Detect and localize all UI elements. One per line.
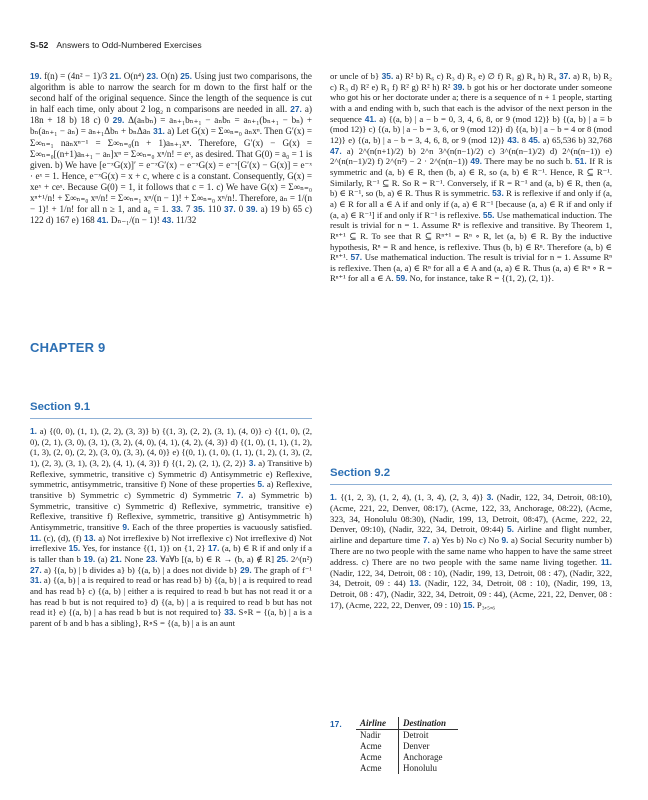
section-9-1-answers	[30, 426, 312, 628]
table-cell: Acme	[356, 763, 399, 774]
answer-paragraph-right: or uncle of b} 35. a) R² b) R₆ c) R₃ d) R₃ e) ∅ f) R₁ g) R₄ h) R₄ 37. a) R₁ b) R₂ c) R₃ d) R² e) R₃ f) R² g) R² h) R² 39. b got his or her doctorate under someone who got his or her doctorate under a; there is a sequence of n + 1 people, starting with a and ending with b, such that each is the advisor of the next person in the sequence 41. a) {(a, b) | a − b = 0, 3, 4, 6, 8, or 9 (mod 12)} b) {(a, b) | a ≡ b (mod 12)} c) {(a, b) | a − b = 3, 6, or 9 (mod 12)} d) {(a, b) | a − b = 4 or 8 (mod 12)} e) {(a, b) | a − b = 3, 4, 6, 8, or 9 (mod 12)} 43. 8 45. a) 65,536 b) 32,768 47. a) 2^(n(n+1)/2) b) 2^n 3^(n(n−1)/2) c) 3^(n(n−1)/2) d) 2^(n(n−1)) e) 2^(n(n−1)/2) f) 2^(n²) − 2 · 2^(n(n−1)) 49. There may be no such b. 51. If R is symmetric and (a, b) ∈ R, then (b, a) ∈ R, so (a, b) ∈ R⁻¹. Hence, R ⊆ R⁻¹. Similarly, R⁻¹ ⊆ R. So R = R⁻¹. Conversely, if R = R⁻¹ and (a, b) ∈ R, then (a, b) ∈ R⁻¹, so (b, a) ∈ R. Thus R is symmetric. 53. R is reflexive if and only if (a, a) ∈ R for all a ∈ A if and only if (a, a) ∈ R⁻¹ [because (a, a) ∈ R if and only if (a, a) ∈ R⁻¹] if and only if R⁻¹ is reflexive. 55. Use mathematical induction. The result is trivial for n = 1. Assume Rⁿ is reflexive and transitive. By Theorem 1, Rⁿ⁺¹ ⊆ R. To see that R ⊆ Rⁿ⁺¹ = Rⁿ ∘ R, let (a, b) ∈ R. By the inductive hypothesis, Rⁿ = R and hence, is reflexive. Thus (b, b) ∈ Rⁿ. Therefore (a, b) ∈ Rⁿ⁺¹. 57. Use mathematical induction. The result is trivial for n = 1. Assume Rⁿ is reflexive. Then (a, a) ∈ Rⁿ for all a ∈ A and (a, a) ∈ R. Thus (a, a) ∈ Rⁿ ∘ R = Rⁿ⁺¹ for all a ∈ A. 59. No, for instance, take R = {(1, 2), (2, 1)}.	[330, 71, 613, 284]
table-cell: Nadir	[356, 730, 399, 742]
chapter-heading: CHAPTER 9	[30, 340, 106, 355]
left-column	[30, 71, 312, 226]
section-9-2-heading: Section 9.2	[330, 467, 391, 479]
table-cell: Acme	[356, 752, 399, 763]
table-cell: Denver	[403, 741, 430, 751]
table-cell: Anchorage	[403, 752, 443, 762]
section-9-2-rule	[330, 484, 612, 485]
table-cell: Acme	[356, 741, 399, 752]
table-row	[356, 752, 458, 763]
page-number: S-52	[30, 40, 49, 50]
answer-paragraph-9-2: 1. {(1, 2, 3), (1, 2, 4), (1, 3, 4), (2, 3, 4)} 3. (Nadir, 122, 34, Detroit, 08:10), (Acme, 221, 22, Denver, 08:17), (Acme, 122, 33, Anchorage, 08:22), (Acme, 323, 34, Honolulu 08:30), (Nadir, 199, 13, Detroit, 08:47), (Acme, 222, 22, Denver, 09:10), (Nadir, 322, 34, Detroit, 09:44) 5. Airline and flight number, airline and departure time 7. a) Yes b) No c) No 9. a) Social Security number b) There are no two people with the same name who happen to have the same street address. c) There are no two people with the same name living together. 11. (Nadir, 122, 34, Detroit, 08 : 10), (Nadir, 199, 13, Detroit, 08 : 47), (Nadir, 322, 34, Detroit, 09 : 44) 13. (Nadir, 122, 34, Detroit, 08 : 10), (Nadir, 199, 13, Detroit, 08 : 47), (Nadir, 322, 34, Detroit, 09 : 44), (Acme, 221, 22, Denver, 08 : 17), (Acme, 222, 22, Denver, 09 : 10) 15. P₃,₅,₆	[330, 492, 613, 610]
answer-paragraph-ch8: 19. f(n) = (4n² − 1)/3 21. O(n⁴) 23. O(n) 25. Using just two comparisons, the algorithm is able to narrow the search for m down to the first half or the second half of the original sequence. Since the length of the sequence is cut in half each time, only about 2 log₂ n comparisons are needed in all. 27. a) 18n + 18 b) 18 c) 0 29. Δ(aₙbₙ) = aₙ₊₁bₙ₊₁ − aₙbₙ = aₙ₊₁(bₙ₊₁ − bₙ) + bₙ(aₙ₊₁ − aₙ) = aₙ₊₁Δbₙ + bₙΔaₙ 31. a) Let G(x) = Σ∞ₙ₌₀ aₙxⁿ. Then G′(x) = Σ∞ₙ₌₁ naₙxⁿ⁻¹ = Σ∞ₙ₌₀(n + 1)aₙ₊₁xⁿ. Therefore, G′(x) − G(x) = Σ∞ₙ₌₀[(n+1)aₙ₊₁ − aₙ]xⁿ = Σ∞ₙ₌₀ xⁿ/n! = eˣ, as desired. That G(0) = a₀ = 1 is given. b) We have [e⁻ˣG(x)]′ = e⁻ˣG′(x) − e⁻ˣG(x) = e⁻ˣ[G′(x) − G(x)] = e⁻ˣ · eˣ = 1. Hence, e⁻ˣG(x) = x + c, where c is a constant. Consequently, G(x) = xeˣ + ceˣ. Because G(0) = 1, it follows that c = 1. c) We have G(x) = Σ∞ₙ₌₀ xⁿ⁺¹/n! + Σ∞ₙ₌₀ xⁿ/n! = Σ∞ₙ₌₁ xⁿ/(n − 1)! + Σ∞ₙ₌₀ xⁿ/n!. Therefore, aₙ = 1/(n − 1)! + 1/n! for all n ≥ 1, and a₀ = 1. 33. 7 35. 110 37. 0 39. a) 19 b) 65 c) 122 d) 167 e) 168 41. Dₙ₋₁/(n − 1)! 43. 11/32	[30, 71, 313, 226]
header-airline: Airline	[356, 717, 399, 730]
table-cell: Honolulu	[403, 763, 438, 773]
table-cell: Detroit	[403, 730, 429, 740]
airline-destination-table	[356, 717, 458, 774]
page-title: Answers to Odd-Numbered Exercises	[56, 40, 202, 50]
running-head	[30, 40, 202, 50]
table-row	[356, 741, 458, 752]
section-9-1-heading: Section 9.1	[30, 401, 91, 413]
table-header-row	[356, 717, 458, 730]
section-9-1-rule	[30, 418, 312, 419]
answer-paragraph-9-1: 1. a) {(0, 0), (1, 1), (2, 2), (3, 3)} b) {(1, 3), (2, 2), (3, 1), (4, 0)} c) {(1, 0), (2, 0), (2, 1), (3, 0), (3, 1), (3, 2), (4, 0), (4, 1), (4, 2), (4, 3)} d) {(1, 0), (1, 1), (1, 2), (1, 3), (2, 0), (2, 2), (3, 0), (3, 3), (4, 0)} e) {(0, 1), (1, 0), (1, 1), (1, 2), (1, 3), (2, 1), (2, 3), (3, 1), (3, 2), (4, 1), (4, 3)} f) {(1, 2), (2, 1), (2, 2)} 3. a) Transitive b) Reflexive, symmetric, transitive c) Symmetric d) Antisymmetric e) Reflexive, symmetric, antisymmetric, transitive f) None of these properties 5. a) Reflexive, transitive b) Symmetric c) Symmetric d) Symmetric 7. a) Symmetric b) Symmetric, transitive c) Symmetric d) Reflexive, symmetric, transitive e) Reflexive, transitive f) Reflexive, symmetric, transitive g) Antisymmetric h) Antisymmetric, transitive 9. Each of the three properties is vacuously satisfied. 11. (c), (d), (f) 13. a) Not irreflexive b) Not irreflexive c) Not irreflexive d) Not irreflexive 15. Yes, for instance {(1, 1)} on {1, 2} 17. (a, b) ∈ R if and only if a is taller than b 19. (a) 21. None 23. ∀a∀b [(a, b) ∈ R → (b, a) ∉ R] 25. 2^(n²) 27. a) {(a, b) | b divides a} b) {(a, b) | a does not divide b} 29. The graph of f⁻¹ 31. a) {(a, b) | a is required to read or has read b} b) {(a, b) | a is required to read and has read b} c) {(a, b) | either a is required to read b but has not read it or a has read b but is not required to} d) {(a, b) | a is required to read b but has not read it} e) {(a, b) | a has read b but is not required to} 33. S∘R = {(a, b) | a is a parent of b and b has a sibling}, R∘S = {(a, b) | a is an aunt	[30, 426, 313, 628]
right-column	[330, 71, 612, 284]
section-9-2-answers	[330, 492, 612, 611]
answer-17-number: 17.	[330, 719, 342, 729]
table-row	[356, 730, 458, 742]
header-destination: Destination	[399, 717, 459, 730]
table-row	[356, 763, 458, 774]
